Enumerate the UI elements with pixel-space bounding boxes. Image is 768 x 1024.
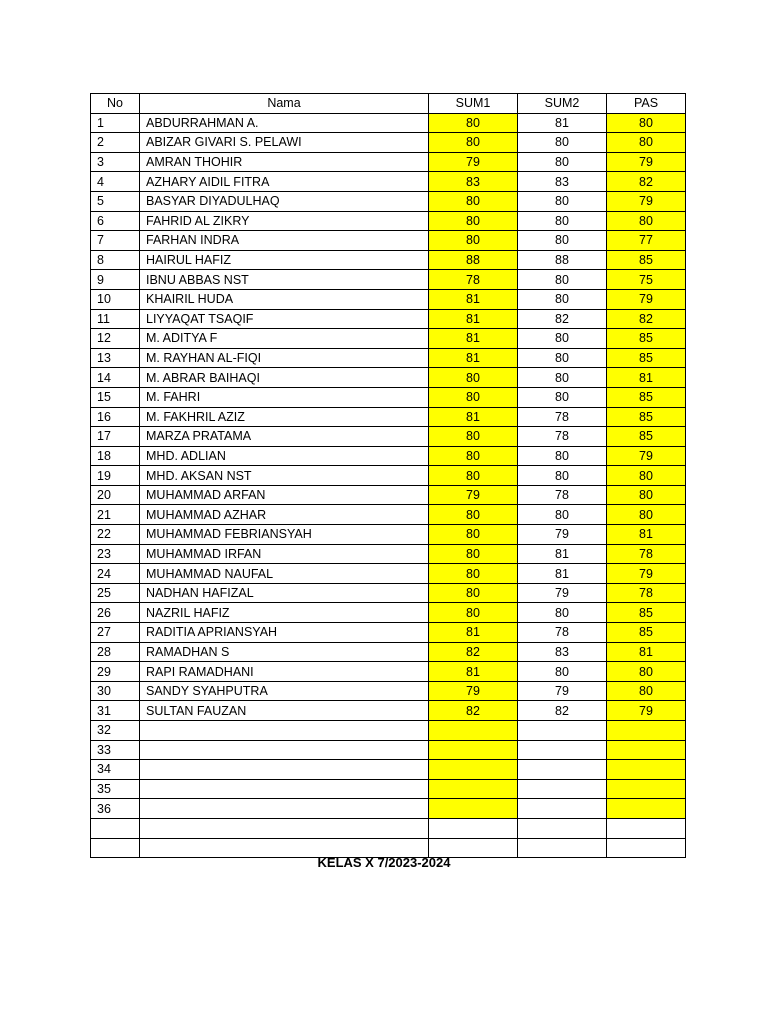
sum2-score: [518, 740, 607, 760]
table-row: [91, 152, 686, 172]
table-row: [91, 309, 686, 329]
student-name: [140, 760, 429, 780]
student-name: [140, 740, 429, 760]
sum2-score: 79: [518, 583, 607, 603]
pas-score: [607, 818, 686, 838]
pas-score: 78: [607, 544, 686, 564]
table-row: [91, 799, 686, 819]
table-row: [91, 564, 686, 584]
student-name: MHD. AKSAN NST: [140, 466, 429, 486]
table-row: [91, 505, 686, 525]
sum1-score: 80: [429, 113, 518, 133]
pas-score: 80: [607, 133, 686, 153]
row-number: 30: [91, 681, 140, 701]
sum1-score: 81: [429, 289, 518, 309]
pas-score: [607, 760, 686, 780]
sum2-score: [518, 760, 607, 780]
sum1-score: 80: [429, 544, 518, 564]
table-row: [91, 760, 686, 780]
pas-score: 85: [607, 407, 686, 427]
sum1-score: 80: [429, 211, 518, 231]
row-number: 8: [91, 250, 140, 270]
pas-score: 82: [607, 309, 686, 329]
student-name: [140, 799, 429, 819]
sum2-score: 81: [518, 113, 607, 133]
row-number: 15: [91, 387, 140, 407]
student-name: M. ADITYA F: [140, 329, 429, 349]
header-row: [91, 94, 686, 114]
sum2-score: 80: [518, 270, 607, 290]
row-number: 25: [91, 583, 140, 603]
sum2-score: 80: [518, 603, 607, 623]
pas-score: 85: [607, 348, 686, 368]
pas-score: 79: [607, 289, 686, 309]
table-row: [91, 211, 686, 231]
table-row: [91, 191, 686, 211]
student-name: [140, 818, 429, 838]
pas-score: 85: [607, 329, 686, 349]
grade-table: [90, 93, 686, 858]
row-number: 29: [91, 662, 140, 682]
sum2-score: [518, 818, 607, 838]
row-number: 33: [91, 740, 140, 760]
header-pas: PAS: [607, 94, 686, 114]
table-row: [91, 368, 686, 388]
sum2-score: 80: [518, 348, 607, 368]
table-row: [91, 779, 686, 799]
sum1-score: [429, 740, 518, 760]
student-name: AZHARY AIDIL FITRA: [140, 172, 429, 192]
sum2-score: 83: [518, 172, 607, 192]
table-row: [91, 740, 686, 760]
student-name: LIYYAQAT TSAQIF: [140, 309, 429, 329]
table-row: [91, 603, 686, 623]
row-number: 26: [91, 603, 140, 623]
student-name: SULTAN FAUZAN: [140, 701, 429, 721]
sum2-score: 78: [518, 485, 607, 505]
pas-score: 75: [607, 270, 686, 290]
row-number: [91, 818, 140, 838]
pas-score: 81: [607, 368, 686, 388]
sum2-score: 78: [518, 623, 607, 643]
table-row: [91, 681, 686, 701]
pas-score: 79: [607, 564, 686, 584]
sum1-score: 79: [429, 485, 518, 505]
pas-score: 80: [607, 113, 686, 133]
student-name: BASYAR DIYADULHAQ: [140, 191, 429, 211]
table-row: [91, 662, 686, 682]
pas-score: 81: [607, 642, 686, 662]
row-number: 11: [91, 309, 140, 329]
row-number: 13: [91, 348, 140, 368]
sum2-score: 78: [518, 407, 607, 427]
sum2-score: 80: [518, 662, 607, 682]
student-name: HAIRUL HAFIZ: [140, 250, 429, 270]
sum1-score: 79: [429, 152, 518, 172]
table-row: [91, 348, 686, 368]
row-number: 12: [91, 329, 140, 349]
sum1-score: 80: [429, 133, 518, 153]
table-row: [91, 818, 686, 838]
table-row: [91, 525, 686, 545]
row-number: 32: [91, 721, 140, 741]
table-row: [91, 250, 686, 270]
sum2-score: 80: [518, 231, 607, 251]
row-number: 36: [91, 799, 140, 819]
table-row: [91, 387, 686, 407]
class-caption: KELAS X 7/2023-2024: [317, 855, 451, 870]
sum2-score: 80: [518, 152, 607, 172]
student-name: FARHAN INDRA: [140, 231, 429, 251]
sum1-score: [429, 721, 518, 741]
table-row: [91, 642, 686, 662]
student-name: [140, 721, 429, 741]
sum1-score: 83: [429, 172, 518, 192]
sum1-score: 80: [429, 191, 518, 211]
pas-score: 80: [607, 681, 686, 701]
table-row: [91, 427, 686, 447]
student-name: M. RAYHAN AL-FIQI: [140, 348, 429, 368]
student-name: NADHAN HAFIZAL: [140, 583, 429, 603]
pas-score: 79: [607, 191, 686, 211]
student-name: ABDURRAHMAN A.: [140, 113, 429, 133]
pas-score: 81: [607, 525, 686, 545]
row-number: 5: [91, 191, 140, 211]
sum1-score: 80: [429, 368, 518, 388]
pas-score: 79: [607, 152, 686, 172]
pas-score: 77: [607, 231, 686, 251]
student-name: KHAIRIL HUDA: [140, 289, 429, 309]
sum2-score: 79: [518, 681, 607, 701]
sum2-score: [518, 799, 607, 819]
pas-score: [607, 721, 686, 741]
student-name: MUHAMMAD ARFAN: [140, 485, 429, 505]
row-number: 19: [91, 466, 140, 486]
row-number: 16: [91, 407, 140, 427]
pas-score: 82: [607, 172, 686, 192]
student-name: RADITIA APRIANSYAH: [140, 623, 429, 643]
table-row: [91, 583, 686, 603]
row-number: 3: [91, 152, 140, 172]
table-row: [91, 113, 686, 133]
sum1-score: 80: [429, 505, 518, 525]
table-row: [91, 289, 686, 309]
table-row: [91, 133, 686, 153]
sum2-score: 82: [518, 701, 607, 721]
row-number: 35: [91, 779, 140, 799]
sum1-score: 78: [429, 270, 518, 290]
row-number: 17: [91, 427, 140, 447]
row-number: 24: [91, 564, 140, 584]
student-name: MUHAMMAD FEBRIANSYAH: [140, 525, 429, 545]
pas-score: [607, 779, 686, 799]
sum2-score: 88: [518, 250, 607, 270]
sum2-score: [518, 779, 607, 799]
student-name: AMRAN THOHIR: [140, 152, 429, 172]
row-number: 22: [91, 525, 140, 545]
pas-score: [607, 799, 686, 819]
row-number: 28: [91, 642, 140, 662]
sum2-score: 80: [518, 446, 607, 466]
row-number: 7: [91, 231, 140, 251]
sum1-score: 80: [429, 427, 518, 447]
table-row: [91, 270, 686, 290]
sum1-score: [429, 818, 518, 838]
sum1-score: [429, 799, 518, 819]
table-row: [91, 544, 686, 564]
sum2-score: 81: [518, 544, 607, 564]
sum1-score: 82: [429, 701, 518, 721]
sum2-score: 78: [518, 427, 607, 447]
pas-score: 80: [607, 505, 686, 525]
pas-score: 79: [607, 446, 686, 466]
table-row: [91, 623, 686, 643]
pas-score: 80: [607, 485, 686, 505]
table-row: [91, 329, 686, 349]
pas-score: 80: [607, 211, 686, 231]
pas-score: 80: [607, 662, 686, 682]
table-row: [91, 231, 686, 251]
row-number: 1: [91, 113, 140, 133]
sum1-score: 80: [429, 231, 518, 251]
row-number: 2: [91, 133, 140, 153]
sum1-score: 80: [429, 525, 518, 545]
row-number: 27: [91, 623, 140, 643]
sum2-score: 82: [518, 309, 607, 329]
sum2-score: 80: [518, 368, 607, 388]
sum2-score: 80: [518, 387, 607, 407]
pas-score: 85: [607, 623, 686, 643]
sum2-score: [518, 721, 607, 741]
row-number: 14: [91, 368, 140, 388]
row-number: 21: [91, 505, 140, 525]
student-name: MUHAMMAD IRFAN: [140, 544, 429, 564]
pas-score: 80: [607, 466, 686, 486]
header-sum2: SUM2: [518, 94, 607, 114]
row-number: 10: [91, 289, 140, 309]
pas-score: 85: [607, 387, 686, 407]
sum2-score: 80: [518, 191, 607, 211]
pas-score: 85: [607, 427, 686, 447]
sum1-score: 80: [429, 564, 518, 584]
student-name: MUHAMMAD AZHAR: [140, 505, 429, 525]
sum1-score: [429, 760, 518, 780]
student-name: MARZA PRATAMA: [140, 427, 429, 447]
student-name: MHD. ADLIAN: [140, 446, 429, 466]
sum2-score: 80: [518, 211, 607, 231]
sum1-score: 80: [429, 466, 518, 486]
table-row: [91, 407, 686, 427]
student-name: NAZRIL HAFIZ: [140, 603, 429, 623]
table-body: [91, 113, 686, 858]
student-name: [140, 779, 429, 799]
row-number: 34: [91, 760, 140, 780]
sum2-score: 80: [518, 329, 607, 349]
pas-score: 79: [607, 701, 686, 721]
pas-score: 78: [607, 583, 686, 603]
student-name: MUHAMMAD NAUFAL: [140, 564, 429, 584]
sum2-score: 80: [518, 505, 607, 525]
sum1-score: [429, 779, 518, 799]
sum1-score: 88: [429, 250, 518, 270]
table-row: [91, 721, 686, 741]
student-name: M. FAKHRIL AZIZ: [140, 407, 429, 427]
table-row: [91, 485, 686, 505]
pas-score: 85: [607, 603, 686, 623]
student-name: M. ABRAR BAIHAQI: [140, 368, 429, 388]
header-no: No: [91, 94, 140, 114]
row-number: 18: [91, 446, 140, 466]
sum1-score: 81: [429, 662, 518, 682]
sum1-score: 81: [429, 348, 518, 368]
row-number: 6: [91, 211, 140, 231]
row-number: 31: [91, 701, 140, 721]
sum2-score: 83: [518, 642, 607, 662]
student-name: RAMADHAN S: [140, 642, 429, 662]
sum1-score: 79: [429, 681, 518, 701]
student-name: IBNU ABBAS NST: [140, 270, 429, 290]
header-nama: Nama: [140, 94, 429, 114]
sum1-score: 82: [429, 642, 518, 662]
sum2-score: 79: [518, 525, 607, 545]
row-number: 20: [91, 485, 140, 505]
row-number: 9: [91, 270, 140, 290]
sum1-score: 81: [429, 309, 518, 329]
sum1-score: 80: [429, 583, 518, 603]
student-name: FAHRID AL ZIKRY: [140, 211, 429, 231]
pas-score: [607, 740, 686, 760]
row-number: 4: [91, 172, 140, 192]
student-name: ABIZAR GIVARI S. PELAWI: [140, 133, 429, 153]
sum1-score: 80: [429, 603, 518, 623]
table-row: [91, 701, 686, 721]
sum2-score: 80: [518, 466, 607, 486]
sum2-score: 81: [518, 564, 607, 584]
row-number: 23: [91, 544, 140, 564]
student-name: M. FAHRI: [140, 387, 429, 407]
sum1-score: 80: [429, 446, 518, 466]
sum1-score: 81: [429, 329, 518, 349]
sum1-score: 80: [429, 387, 518, 407]
pas-score: 85: [607, 250, 686, 270]
sum1-score: 81: [429, 407, 518, 427]
table-row: [91, 172, 686, 192]
header-sum1: SUM1: [429, 94, 518, 114]
student-name: SANDY SYAHPUTRA: [140, 681, 429, 701]
table-row: [91, 446, 686, 466]
table-row: [91, 466, 686, 486]
student-name: RAPI RAMADHANI: [140, 662, 429, 682]
sum2-score: 80: [518, 133, 607, 153]
sum2-score: 80: [518, 289, 607, 309]
sum1-score: 81: [429, 623, 518, 643]
